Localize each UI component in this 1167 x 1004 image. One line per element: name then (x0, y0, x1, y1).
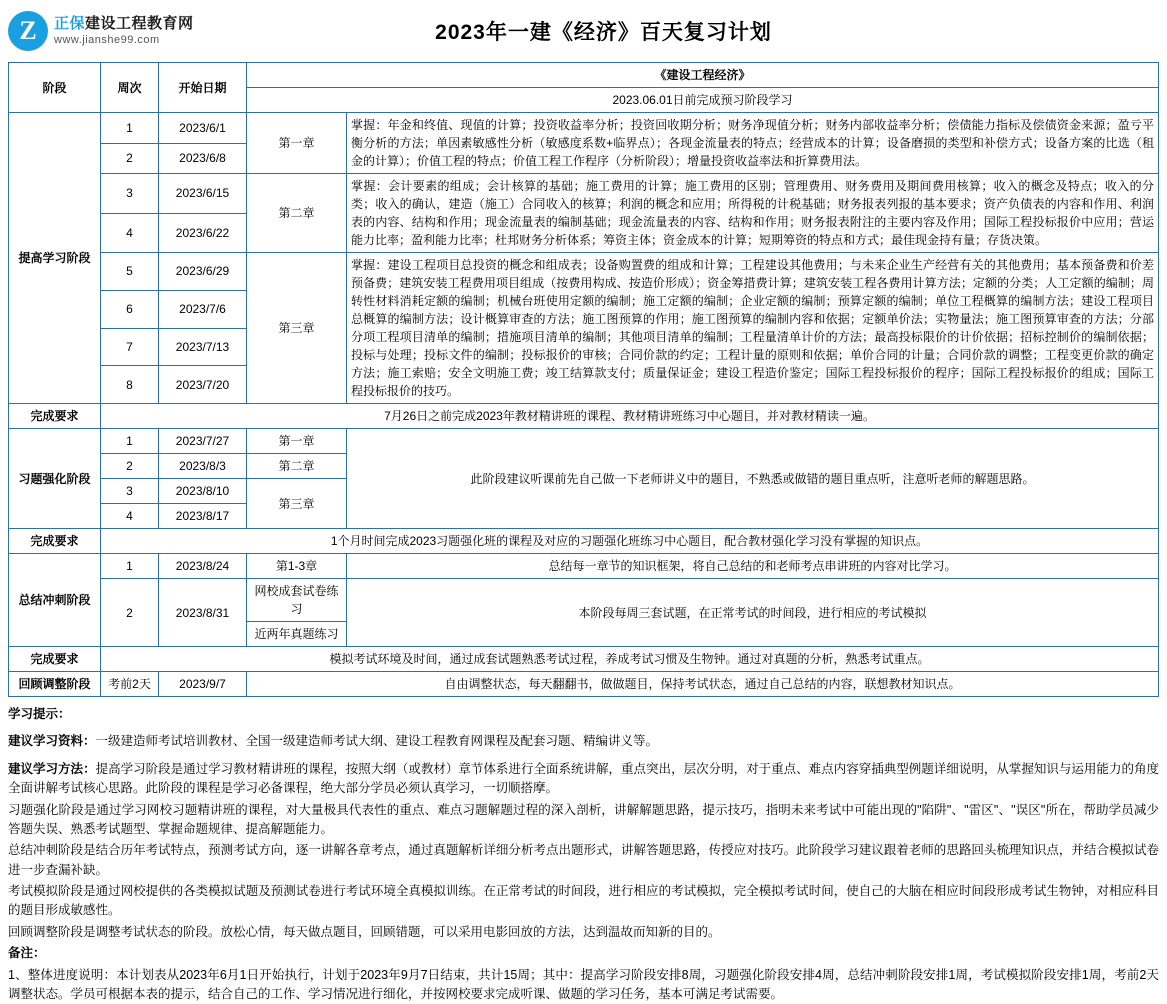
week-number: 6 (101, 290, 159, 328)
logo-brand-rest: 建设工程教育网 (85, 15, 194, 32)
logo-text-block (54, 15, 194, 48)
start-date: 2023/8/3 (159, 454, 247, 479)
start-date: 2023/8/31 (159, 579, 247, 647)
week-number: 2 (101, 143, 159, 174)
start-date: 2023/9/7 (159, 672, 247, 697)
logo-url: www.jianshe99.com (54, 34, 194, 48)
start-date: 2023/8/10 (159, 479, 247, 504)
table-row (9, 429, 1159, 454)
chapter-content: 掌握：建设工程项目总投资的概念和组成表；设备购置费的组成和计算；工程建设其他费用；与未来企业生产经营有关的其他费用；基本预备费和价差预备费；建筑安装工程费用项目组成（按费用构成、按造价形成）；资金筹措费计算；建筑安装工程各费用计算方法；定额的分类；人工定额的编制；周转性材料消耗定额的编制；机械台班使用定额的编制；施工定额的编制；企业定额的编制；预算定额的编制；单位工程概算的编制方法；建设工程项目总概算的编制方法；设计概算审查的方法；施工图预算的作用；施工图预算的编制内容和依据；定额单价法；实物量法；施工图预算审查的方法；分部分项工程项目清单的编制；措施项目清单的编制；其他项目清单的编制；工程量清单计价的方法；最高投标限价的计价依据；招标控制价的编制依据；投标与处理；投标文件的编制；投标报价的审核；合同价款的约定；工程计量的原则和依据；单价合同的计量；合同价款的调整；工程变更价款的确定方法；施工索赔；安全文明施工费；竣工结算款支付；质量保证金；建设工程造价鉴定；国际工程投标报价的程序；国际工程投标报价的组成；国际工程投标报价的技巧。 (347, 253, 1159, 404)
method-text: 提高学习阶段是通过学习教材精讲班的课程，按照大纲（或教材）章节体系进行全面系统讲解，重点突出，层次分明，对于重点、难点内容穿插典型例题详细说明，从掌握知识与运用能力的角度全面讲解考试核心思路。此阶段的课程是学习必备课程，绝大部分学员必须认真学习，一切顺搭摩。 (8, 762, 1159, 795)
week-number: 4 (101, 504, 159, 529)
requirement-row (9, 647, 1159, 672)
week-number: 5 (101, 253, 159, 291)
start-date: 2023/7/20 (159, 366, 247, 404)
start-date: 2023/7/27 (159, 429, 247, 454)
requirement-row (9, 529, 1159, 554)
method-paragraph-3: 总结冲刺阶段是结合历年考试特点，预测考试方向，逐一讲解各章考点，通过真题解析详细分析考点出题形式，讲解答题思路，传授应对技巧。此阶段学习建议跟着老师的思路回头梳理知识点，并结合模拟试卷进一步查漏补缺。 (8, 841, 1159, 880)
requirement-text: 7月26日之前完成2023年教材精讲班的课程、教材精讲班练习中心题目，并对教材精读一遍。 (101, 404, 1159, 429)
start-date: 2023/7/13 (159, 328, 247, 366)
start-date: 2023/8/17 (159, 504, 247, 529)
materials-text: 一级建造师考试培训教材、全国一级建造师考试大纲、建设工程教育网课程及配套习题、精编讲义等。 (96, 734, 659, 748)
chapter-label: 第三章 (247, 479, 347, 529)
stage-name-sprint: 总结冲刺阶段 (9, 554, 101, 647)
week-number: 8 (101, 366, 159, 404)
header-week: 周次 (101, 63, 159, 113)
week-number: 2 (101, 579, 159, 647)
header-subject-note: 2023.06.01日前完成预习阶段学习 (247, 88, 1159, 113)
document-header (0, 0, 1167, 62)
logo-z-icon: Z (8, 11, 48, 51)
site-logo (8, 11, 248, 51)
week-number: 3 (101, 479, 159, 504)
start-date: 2023/6/15 (159, 174, 247, 214)
method-line (8, 760, 1159, 799)
chapter-content: 掌握：年金和终值、现值的计算；投资收益率分析；投资回收期分析；财务净现值分析；财务内部收益率分析；偿债能力指标及偿债资金来源；盈亏平衡分析的方法；单因素敏感性分析（敏感度系数+临界点）；各现金流量表的特点；经营成本的计算；设备磨损的类型和补偿方式；设备方案的比选（租金的计算）；价值工程的特点；价值工程工作程序（分析阶段）；增量投资收益率法和折算费用法。 (347, 113, 1159, 174)
logo-brand: 正保 (54, 15, 85, 32)
method-label: 建议学习方法： (8, 762, 96, 776)
stage-content: 自由调整状态，每天翻翻书，做做题目，保持考试状态，通过自己总结的内容，联想教材知识点。 (247, 672, 1159, 697)
stage-name-exercise: 习题强化阶段 (9, 429, 101, 529)
chapter-label-realexam: 近两年真题练习 (247, 622, 347, 647)
table-header-row (9, 63, 1159, 88)
requirement-text: 1个月时间完成2023习题强化班的课程及对应的习题强化班练习中心题目，配合教材强化学习没有掌握的知识点。 (101, 529, 1159, 554)
stage-name-review: 回顾调整阶段 (9, 672, 101, 697)
tips-title: 学习提示： (8, 705, 1159, 724)
start-date: 2023/6/8 (159, 143, 247, 174)
logo-title (54, 15, 194, 34)
start-date: 2023/6/22 (159, 213, 247, 253)
materials-label: 建议学习资料： (8, 734, 96, 748)
stage-content: 此阶段建议听课前先自己做一下老师讲义中的题目，不熟悉或做错的题目重点听，注意听老师的解题思路。 (347, 429, 1159, 529)
requirement-label: 完成要求 (9, 529, 101, 554)
requirement-text: 模拟考试环境及时间，通过成套试题熟悉考试过程，养成考试习惯及生物钟。通过对真题的分析，熟悉考试重点。 (101, 647, 1159, 672)
method-paragraph-2: 习题强化阶段是通过学习网校习题精讲班的课程，对大量极具代表性的重点、难点习题解题过程的深入剖析，讲解解题思路，提示技巧，指明未来考试中可能出现的"陷阱"、"雷区"、"误区"所在，帮助学员减少答题失误、熟悉考试题型、掌握命题规律、提高解题能力。 (8, 801, 1159, 840)
remark-title: 备注： (8, 944, 1159, 963)
table-row (9, 253, 1159, 291)
week-number: 1 (101, 429, 159, 454)
chapter-content: 掌握：会计要素的组成；会计核算的基础；施工费用的计算；施工费用的区别；管理费用、财务费用及期间费用核算；收入的概念及特点；收入的分类；收入的确认，建造（施工）合同收入的核算；利润的概念和应用；所得税的计税基础；财务报表列报的基本要求；资产负债表的内容和作用、利润表的内容、结构和作用；现金流量表的编制基础；现金流量表的内容、结构和作用；财务报表附注的主要内容及作用；国际工程投标报价中应用；营运能力比率；盈利能力比率；杜邦财务分析体系；筹资主体；资金成本的计算；短期筹资的特点和方式；最佳现金持有量；存货决策。 (347, 174, 1159, 253)
chapter-label: 第二章 (247, 174, 347, 253)
chapter-label: 第一章 (247, 113, 347, 174)
method-paragraph-4: 考试模拟阶段是通过网校提供的各类模拟试题及预测试卷进行考试环境全真模拟训练。在正常考试的时间段，进行相应的考试模拟，完全模拟考试时间，使自己的大脑在相应时间段形成考试生物钟，对相应科目的题目形成敏感性。 (8, 882, 1159, 921)
chapter-label: 第三章 (247, 253, 347, 404)
notes-section (8, 705, 1159, 1004)
page-title: 2023年一建《经济》百天复习计划 (248, 16, 1159, 46)
week-number: 考前2天 (101, 672, 159, 697)
stage-content: 总结每一章节的知识框架，将自己总结的和老师考点串讲班的内容对比学习。 (347, 554, 1159, 579)
method-paragraph-5: 回顾调整阶段是调整考试状态的阶段。放松心情，每天做点题目，回顾错题，可以采用电影回放的方法，达到温故而知新的目的。 (8, 923, 1159, 942)
table-row (9, 672, 1159, 697)
stage-name-improve: 提高学习阶段 (9, 113, 101, 404)
start-date: 2023/7/6 (159, 290, 247, 328)
header-subject: 《建设工程经济》 (247, 63, 1159, 88)
start-date: 2023/8/24 (159, 554, 247, 579)
week-number: 1 (101, 113, 159, 144)
header-stage: 阶段 (9, 63, 101, 113)
week-number: 4 (101, 213, 159, 253)
table-row (9, 579, 1159, 622)
table-row (9, 113, 1159, 144)
week-number: 2 (101, 454, 159, 479)
chapter-label: 第1-3章 (247, 554, 347, 579)
week-number: 3 (101, 174, 159, 214)
chapter-label: 第二章 (247, 454, 347, 479)
header-start-date: 开始日期 (159, 63, 247, 113)
chapter-label: 第一章 (247, 429, 347, 454)
requirement-label: 完成要求 (9, 647, 101, 672)
study-plan-table (8, 62, 1159, 697)
chapter-label-paper: 网校成套试卷练习 (247, 579, 347, 622)
requirement-row (9, 404, 1159, 429)
requirement-label: 完成要求 (9, 404, 101, 429)
table-row (9, 174, 1159, 214)
materials-line (8, 732, 1159, 751)
start-date: 2023/6/29 (159, 253, 247, 291)
week-number: 7 (101, 328, 159, 366)
remark-item-1: 1、整体进度说明：本计划表从2023年6月1日开始执行，计划于2023年9月7日结束，共计15周；其中：提高学习阶段安排8周，习题强化阶段安排4周，总结冲刺阶段安排1周，考试模拟阶段安排1周，考前2天调整状态。学员可根据本表的提示，结合自己的工作、学习情况进行细化，并按网校要求完成听课、做题的学习任务，基本可满足考试需要。 (8, 966, 1159, 1004)
stage-content: 本阶段每周三套试题，在正常考试的时间段，进行相应的考试模拟 (347, 579, 1159, 647)
table-row (9, 554, 1159, 579)
start-date: 2023/6/1 (159, 113, 247, 144)
week-number: 1 (101, 554, 159, 579)
